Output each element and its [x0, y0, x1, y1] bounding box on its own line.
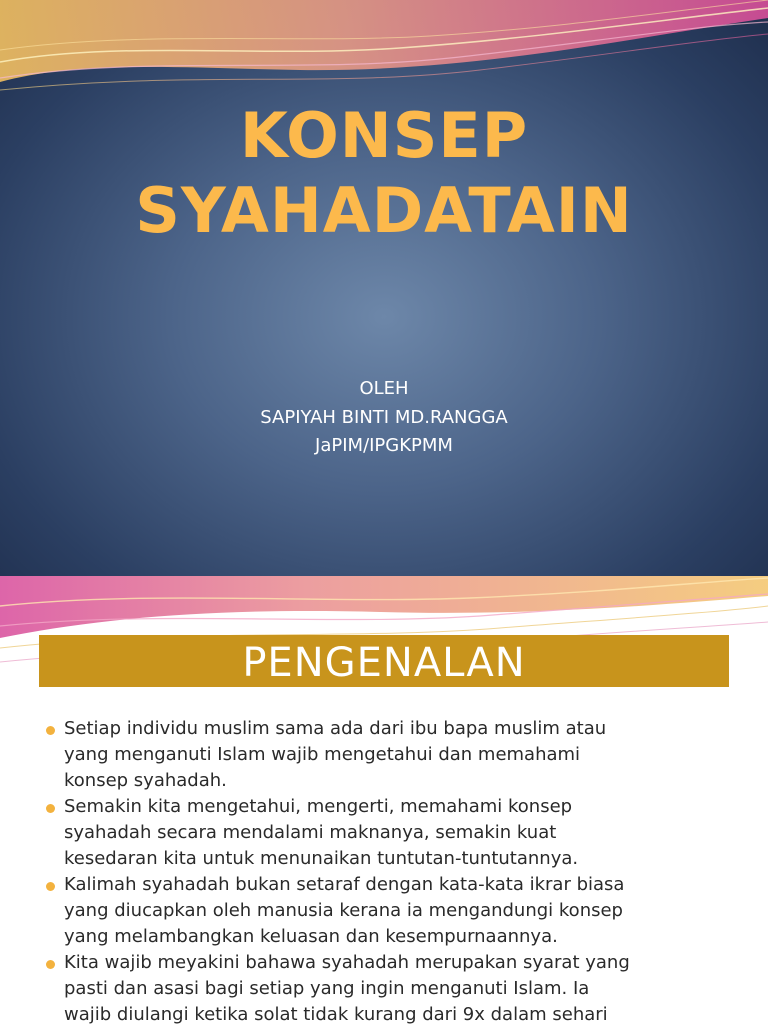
title-line-2: SYAHADATAIN: [135, 174, 633, 247]
bullet-text: yang diucapkan oleh manusia kerana ia mengandungi konsep: [64, 900, 623, 921]
bullet-text: kesedaran kita untuk menunaikan tuntutan-tuntutannya.: [64, 848, 579, 869]
bullet-dot-icon: [46, 882, 55, 891]
bullet-text: yang menganuti Islam wajib mengetahui dan memahami: [64, 744, 581, 765]
bullet-text: yang melambangkan keluasan dan kesempurnaannya.: [64, 926, 558, 947]
heading-bar: [39, 635, 729, 687]
bullet-text: Kalimah syahadah bukan setaraf dengan kata-kata ikrar biasa: [64, 874, 625, 895]
bullet-text: Semakin kita mengetahui, mengerti, memahami konsep: [64, 796, 573, 817]
bullet-dot-icon: [46, 726, 55, 735]
bullet-text: wajib diulangi ketika solat tidak kurang dari 9x dalam sehari: [64, 1004, 608, 1024]
bullet-item: [44, 716, 744, 794]
bullet-dot-icon: [46, 804, 55, 813]
title-line-1: KONSEP: [239, 99, 529, 172]
bullet-item: [44, 872, 744, 950]
bullet-dot-icon: [46, 960, 55, 969]
content-slide: [0, 576, 768, 1024]
bullet-item: [44, 950, 744, 1024]
bullet-text: syahadah secara mendalami maknanya, semakin kuat: [64, 822, 557, 843]
subtitle-line-author: SAPIYAH BINTI MD.RANGGA: [260, 406, 508, 428]
bullet-text: pasti dan asasi bagi setiap yang ingin menganuti Islam. Ia: [64, 978, 590, 999]
section-heading: PENGENALAN: [242, 640, 526, 686]
slide-title: [0, 98, 768, 248]
subtitle-line-by: OLEH: [359, 378, 409, 399]
bullet-text: Kita wajib meyakini bahawa syahadah merupakan syarat yang: [64, 952, 630, 973]
bullet-list: [44, 716, 744, 1024]
bullet-text: konsep syahadah.: [64, 770, 227, 791]
decorative-swoosh: [0, 0, 768, 110]
bullet-item: [44, 794, 744, 872]
subtitle-line-institution: JaPIM/IPGKPMM: [315, 435, 453, 456]
bullet-text: Setiap individu muslim sama ada dari ibu bapa muslim atau: [64, 718, 607, 739]
slide-subtitle: [0, 375, 768, 461]
